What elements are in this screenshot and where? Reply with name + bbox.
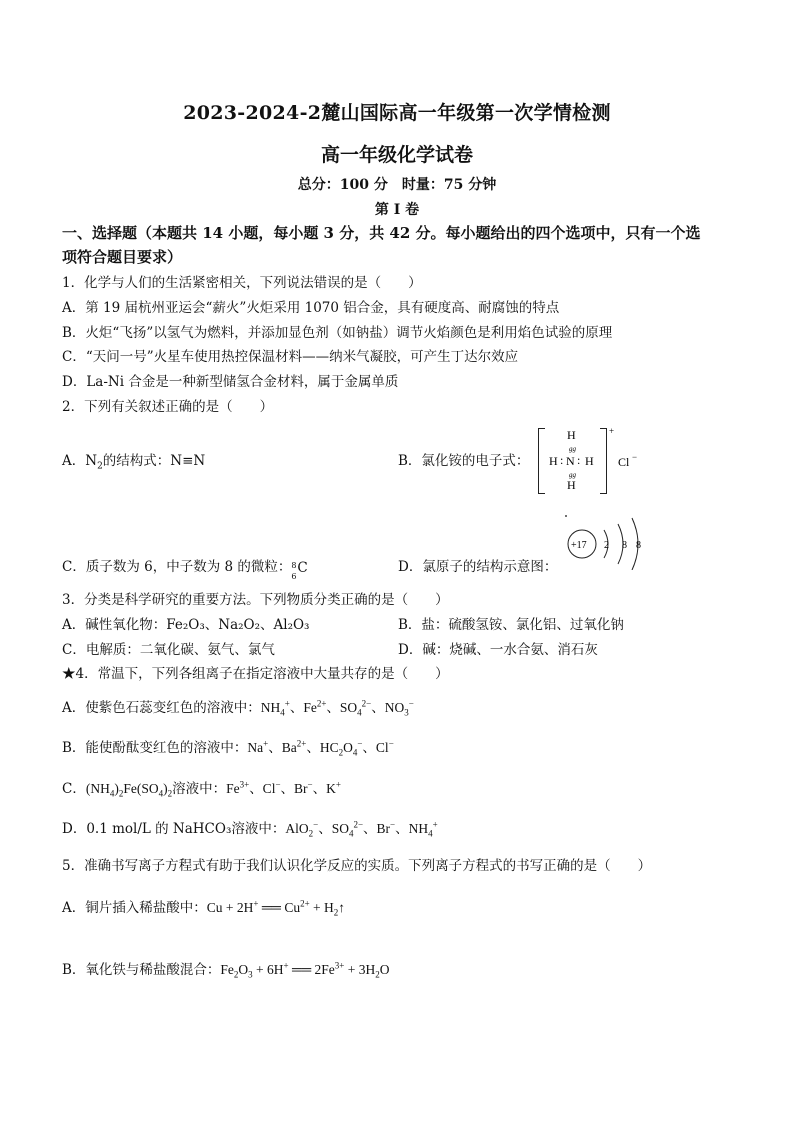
q2-a-sub: 2 <box>97 461 103 472</box>
svg-text:N: N <box>566 454 575 468</box>
q3-option-d: D．碱：烧碱、一水合氨、消石灰 <box>398 642 598 658</box>
q2-a-prefix: A．N <box>62 453 98 469</box>
q5-a-equation: Cu + 2H+ ══ $Cu^{2+}$ + $H_2↑$ <box>206 898 346 918</box>
q1-option-a: A．第 19 届杭州亚运会“薪火”火炬采用 1070 铝合金，具有硬度高、耐腐蚀的特点 <box>62 300 560 316</box>
q1-option-b: B．火炬“飞扬”以氢气为燃料，并添加显色剂（如钠盐）调节火焰颜色是利用焰色试验的原理 <box>62 325 613 341</box>
q1-stem: 1．化学与人们的生活紧密相关，下列说法错误的是（ ） <box>62 275 422 291</box>
shell-3: 8 <box>636 540 641 551</box>
q3-option-b: B．盐：硫酸氢铵、氯化铝、过氧化钠 <box>398 617 624 633</box>
q2-option-c <box>62 558 311 581</box>
q1-option-d: D．La-Ni 合金是一种新型储氢合金材料，属于金属单质 <box>62 374 399 390</box>
q2-a-suffix: 的结构式：N≡N <box>102 453 206 469</box>
section-heading-line1: 一、选择题（本题共 14 小题，每小题 3 分，共 42 分。每小题给出的四个选项中，只有一个选 <box>62 224 701 242</box>
q4-c-salt: $(NH_4)_2Fe(SO_4)_2$ <box>85 781 173 799</box>
q2-option-a <box>62 452 205 470</box>
svg-text:H: H <box>549 454 558 468</box>
svg-text:Cl: Cl <box>618 455 630 469</box>
q4-c-ions: $Fe^{3+}$、Cl−、Br−、K+ <box>226 779 341 796</box>
exam-title: 2023-2024-2麓山国际高一年级第一次学情检测 <box>183 102 611 124</box>
q4-option-a <box>62 699 414 717</box>
svg-text:H: H <box>585 454 594 468</box>
svg-text:gg: gg <box>569 445 576 453</box>
q5-option-b <box>62 961 389 979</box>
exam-subtitle: 高一年级化学试卷 <box>320 144 473 166</box>
svg-text::: : <box>560 453 564 467</box>
q3-option-a: A．碱性氧化物：Fe₂O₃、Na₂O₂、Al₂O₃ <box>62 617 310 633</box>
q2-c-prefix: C．质子数为 6，中子数为 8 的微粒： <box>62 559 292 575</box>
q3-option-c: C．电解质：二氧化碳、氨气、氯气 <box>62 642 275 658</box>
q2-stem: 2．下列有关叙述正确的是（ ） <box>62 399 274 415</box>
svg-text:H: H <box>567 478 576 492</box>
q2-option-b: B．氯化铵的电子式： <box>398 453 530 469</box>
q3-stem: 3．分类是科学研究的重要方法。下列物质分类正确的是（ ） <box>62 592 449 608</box>
section-heading-line2: 项符合题目要求） <box>62 248 183 266</box>
nuclide-symbol: C <box>297 559 308 576</box>
svg-text::: : <box>577 453 581 467</box>
q4-b-prefix: B．能使酚酞变红色的溶液中： <box>62 740 248 756</box>
nucleus-label: +17 <box>571 540 587 551</box>
svg-text:+: + <box>609 426 615 436</box>
shell-2: 8 <box>622 540 627 551</box>
shell-1: 2 <box>604 540 609 551</box>
q4-a-ions: $NH_4^+$、$Fe^{2+}$、$SO_4^{2-}$、$NO_3^-$ <box>260 698 414 718</box>
q4-c-prefix: C． <box>62 781 86 797</box>
q4-option-d <box>62 820 438 838</box>
chlorine-atom-diagram <box>560 510 650 570</box>
q5-stem: 5．准确书写离子方程式有助于我们认识化学反应的实质。下列离子方程式的书写正确的是（ ） <box>62 858 652 874</box>
q4-stem: ★4．常温下，下列各组离子在指定溶液中大量共存的是（ ） <box>62 666 449 682</box>
q2-option-d: D．氯原子的结构示意图： <box>398 559 558 575</box>
q4-option-c <box>62 780 341 798</box>
q1-option-c: C．“天问一号”火星车使用热控保温材料——纳米气凝胶，可产生丁达尔效应 <box>62 349 519 365</box>
svg-text:H: H <box>567 428 576 442</box>
nuclide-mass: 8 <box>291 560 297 570</box>
q4-c-mid: 溶液中： <box>172 781 227 797</box>
q4-d-prefix: D．0.1 mol/L 的 NaHCO₃溶液中： <box>62 821 286 837</box>
q5-a-prefix: A．铜片插入稀盐酸中： <box>62 900 207 916</box>
q5-b-prefix: B．氧化铁与稀盐酸混合： <box>62 962 221 978</box>
q4-d-ions: AlO$_2$−、$SO_4^{2-}$、Br−、$NH_4^+$ <box>285 819 438 839</box>
q4-option-b <box>62 739 394 757</box>
volume-label: 第 I 卷 <box>374 202 420 218</box>
nuclide-notation <box>291 559 311 581</box>
svg-text:gg: gg <box>569 471 576 479</box>
q5-option-a <box>62 899 345 917</box>
ammonium-chloride-electron-formula <box>536 426 646 496</box>
nuclide-z: 6 <box>291 571 297 581</box>
q4-b-ions: Na+、$Ba^{2+}$、$HC_2O_4^-$、Cl− <box>247 738 394 758</box>
svg-text:−: − <box>632 452 638 462</box>
q4-a-prefix: A．使紫色石蕊变红色的溶液中： <box>62 700 261 716</box>
exam-meta: 总分：100 分 时量：75 分钟 <box>297 177 497 193</box>
q5-b-equation: $Fe_2O_3 + 6H^+$ ══ $2Fe^{3+} + 3H_2O$ <box>220 960 390 980</box>
